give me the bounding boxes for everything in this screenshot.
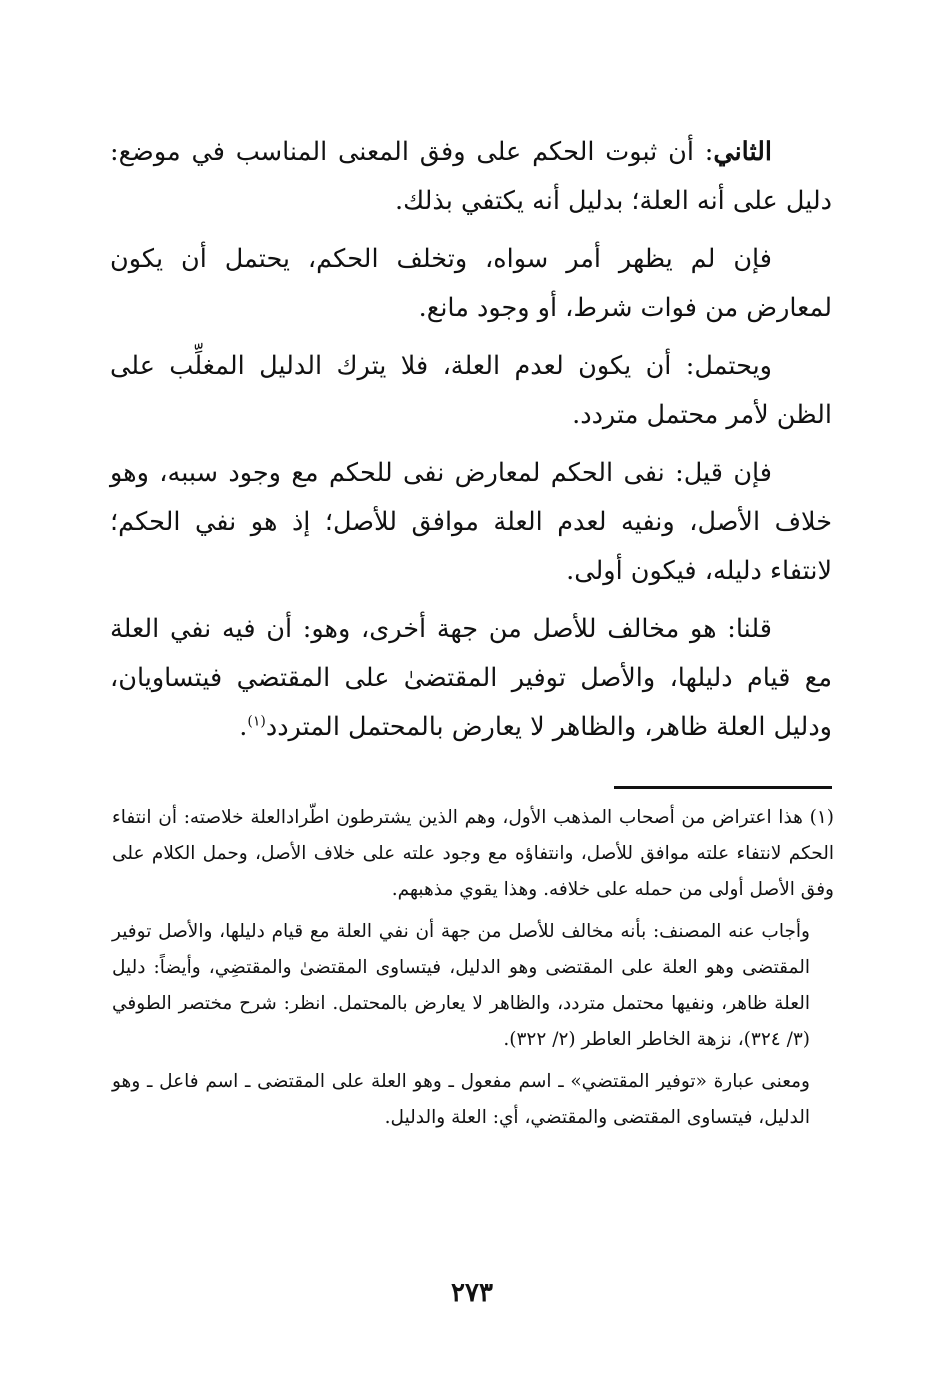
page-number: ٢٧٣ bbox=[451, 1278, 493, 1308]
paragraph-1-text: : أن ثبوت الحكم على وفق المعنى المناسب في موضع: دليل على أنه العلة؛ بدليل أنه يكتفي بذلك. bbox=[110, 137, 832, 216]
footnotes bbox=[112, 800, 834, 1142]
main-text bbox=[110, 128, 832, 761]
paragraph-5 bbox=[110, 605, 832, 752]
paragraph-1-lead: الثاني bbox=[713, 137, 772, 167]
footnote-1-meaning: ومعنى عبارة «توفير المقتضي» ـ اسم مفعول ـ وهو العلة على المقتضى ـ اسم فاعل ـ وهو الدليل، فيتساوى المقتضى والمقتضي، أي: العلة والدليل. bbox=[112, 1071, 810, 1128]
footnote-reference: (١) bbox=[247, 713, 266, 730]
footnote-1: (١) هذا اعتراض من أصحاب المذهب الأول، وهم الذين يشترطون اطّرادالعلة خلاصته: أن انتفاء الحكم لانتفاء علته موافق للأصل، وانتفاؤه مع وجود علته على خلاف الأصل، وحمل الكلام على وفق الأصل أولى من حمله على خلافه. وهذا يقوي مذهبهم. bbox=[112, 807, 834, 900]
paragraph-4: فإن قيل: نفى الحكم لمعارض نفى للحكم مع وجود سببه، وهو خلاف الأصل، ونفيه لعدم العلة موافق للأصل؛ إذ هو نفي الحكم؛ لانتفاء دليله، فيكون أولى. bbox=[110, 458, 832, 586]
paragraph-5-end: . bbox=[239, 712, 248, 742]
paragraph-2: فإن لم يظهر أمر سواه، وتخلف الحكم، يحتمل أن يكون لمعارض من فوات شرط، أو وجود مانع. bbox=[110, 244, 832, 323]
footnote-divider bbox=[614, 786, 832, 789]
paragraph-5-text: قلنا: هو مخالف للأصل من جهة أخرى، وهو: أن فيه نفي العلة مع قيام دليلها، والأصل توفير المقتضىٰ على المقتضي فيتساويان، ودليل العلة ظاهر، والظاهر لا يعارض بالمحتمل المتردد bbox=[110, 614, 832, 742]
paragraph-3: ويحتمل: أن يكون لعدم العلة، فلا يترك الدليل المغلِّب على الظن لأمر محتمل متردد. bbox=[110, 351, 832, 430]
footnote-1-reply: وأجاب عنه المصنف: بأنه مخالف للأصل من جهة أن نفي العلة مع قيام دليلها، والأصل توفير المقتضى وهو العلة على المقتضى وهو الدليل، فيتساوى المقتضىٰ والمقتضِي، وأيضاً: دليل العلة ظاهر، ونفيها محتمل متردد، والظاهر لا يعارض بالمحتمل. انظر: شرح مختصر الطوفي (٣/ ٣٢٤)، نزهة الخاطر العاطر (٢/ ٣٢٢). bbox=[112, 921, 810, 1050]
paragraph-1 bbox=[110, 128, 832, 226]
